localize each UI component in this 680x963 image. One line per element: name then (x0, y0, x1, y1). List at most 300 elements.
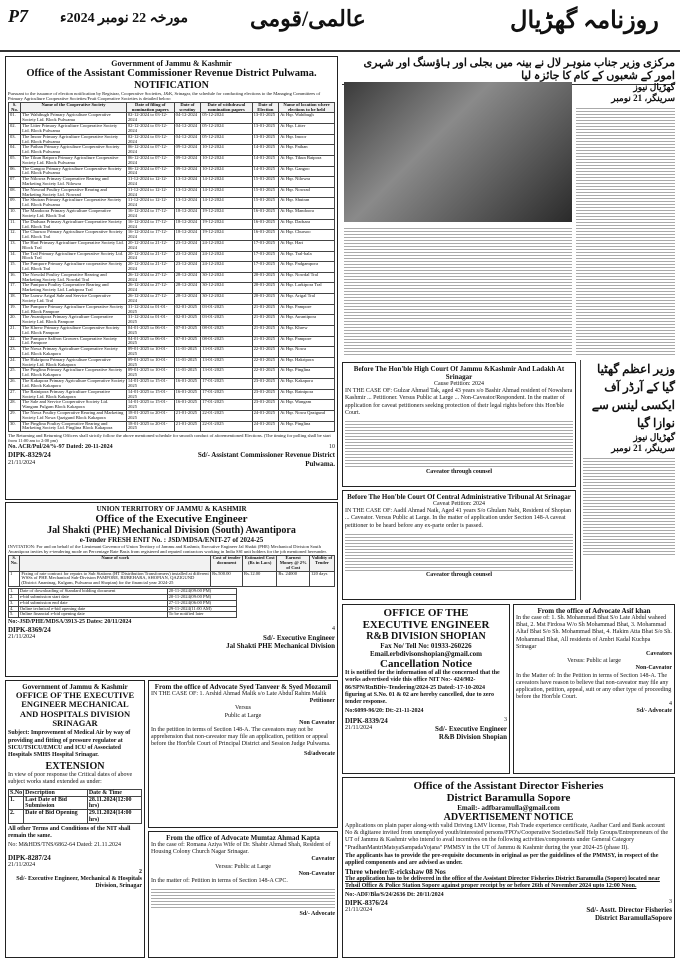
notice-body: In the Matter of: In the Petition in terms of Section 148-A. The caveators have reason to believe that non-caveator may file any application, petition, appeal, suit or any other type of proceeding before the Hon'ble Court. (516, 672, 672, 701)
extension-body: In view of poor response the Critical dates of above subject works stand extended as under: (8, 772, 133, 786)
table-cell: 05-12-2024 (201, 134, 252, 145)
table-cell: 06-12-2024 to 07-12-2024 (126, 145, 174, 156)
table-cell: The Dadsara Primary Agriculture Cooperative Society Ltd. Block Tral (21, 219, 127, 230)
table-cell: 20-01-2025 (252, 272, 279, 283)
table-cell: 10. (9, 209, 21, 220)
table-cell: The Sale and Service Cooperative Society Ltd. Wangam Pulgam Block Kakapora (21, 400, 127, 411)
table-cell: At Hqr. Tral-bala (279, 251, 335, 262)
table-row (9, 612, 237, 618)
table-cell: The Pampore Primary Agriculture Cooperative Society Ltd. Block Pampore (21, 304, 127, 315)
table-cell: 24-01-2025 (252, 421, 279, 432)
table-cell: At Hqr. Pampore (279, 304, 335, 315)
story-body-left (344, 226, 572, 356)
table-cell: 09-01-2025 to 10-01-2025 (126, 347, 174, 358)
case-parties: IN THE CASE OF: 1. Arshid Ahmad Malik s/o Late Abdul Rahim Malik (151, 691, 327, 698)
table-row (9, 145, 335, 156)
signature-line-2: R&B Division Shopian (438, 732, 507, 741)
table-cell: 14-12-2024 (201, 187, 252, 198)
table-cell: 12. (9, 230, 21, 241)
signature: Sd/- Assistant Commissioner Revenue District Pulwama. (197, 451, 335, 468)
signature: Sd/- Advocate (636, 708, 672, 715)
table-cell: 21-01-2025 (252, 304, 279, 315)
table-cell: 17-01-2025 (201, 379, 252, 390)
table-cell: 23-12-2024 (174, 262, 201, 273)
office-line-1: Office of the Assistant Director Fisheries (413, 780, 604, 792)
notice-heading: Before The Hon'ble High Court Of Jammu &Kashmir And Ladakh At Srinagar (353, 365, 565, 382)
table-cell: 21. (9, 325, 21, 336)
table-cell: The Wahibugh Primary Agriculture Cooperative Society Ltd. Block Pulwama (21, 113, 127, 124)
table-cell: 14-12-2024 (201, 177, 252, 188)
table-cell: 22-01-2025 (252, 357, 279, 368)
table-cell: Date of Bid Opening (24, 810, 88, 824)
table-cell: 10-12-2024 (201, 155, 252, 166)
signature-number: 10 (329, 444, 335, 451)
table-cell: 08. (9, 187, 21, 198)
table-cell: 08-01-2025 (201, 336, 252, 347)
email: Email.erbdivisonshopian@gmail.com (370, 650, 482, 659)
table-cell: At Hqr. Wahibugh (279, 113, 335, 124)
table-cell: 16-01-2025 (252, 230, 279, 241)
table-cell: 13-01-2025 (201, 347, 252, 358)
table-cell: 20-11-2024(09:00 PM) (167, 594, 236, 600)
tender-validity: 120 days (309, 571, 334, 586)
table-cell: 18-12-2024 (174, 219, 201, 230)
table-cell: The Chursoo Primary Agriculture Cooperative Society Ltd. Block Tral (21, 230, 127, 241)
table-cell: 06-12-2024 to 07-12-2024 (126, 155, 174, 166)
table-cell: 04. (9, 145, 21, 156)
table-cell: 06. (9, 166, 21, 177)
table-cell: The Litter Primary Agriculture Cooperative Society Ltd. Block Pulwama (21, 124, 127, 135)
fisheries-advertisement (342, 777, 675, 958)
table-cell: 20. (9, 315, 21, 326)
table-cell: The Tikun Batpora Primary Agriculture Cooperative Society Ltd. Block Pulwama (21, 155, 127, 166)
terms-note: All other Terms and Conditions of the NIT shall remain the same. (8, 826, 131, 840)
table-cell: 11-01-2025 (174, 347, 201, 358)
table-cell: 13-01-2025 (201, 368, 252, 379)
table-cell: 09-12-2024 (174, 166, 201, 177)
table-cell: 21-01-2025 (252, 336, 279, 347)
masthead (0, 0, 680, 52)
table-cell: 15-01-2025 (252, 177, 279, 188)
table-row (9, 283, 335, 294)
table-cell: The Hari Primary Agriculture Cooperative Society Ltd. Block Tral (21, 240, 127, 251)
table-cell: 20-12-2024 to 21-12-2024 (126, 240, 174, 251)
table-cell: 20-12-2024 to 21-12-2024 (126, 251, 174, 262)
column-header: Date of withdrawal nomination papers (201, 102, 252, 113)
table-cell: e-bid submission start date (18, 594, 167, 600)
table-cell: 11-12-2024 to 12-12-2024 (126, 177, 174, 188)
notice-heading: From the office of Advocate Mumtaz Ahmad Kapta (166, 834, 320, 842)
table-cell: The Mandoora Primary Agriculture Cooperative Society Ltd. Block Tral (21, 209, 127, 220)
table-cell: 16. (9, 272, 21, 283)
table-cell: 26-12-2024 to 27-12-2024 (126, 294, 174, 305)
notice-number: No:6099-96/20: Dt:-21-11-2024 (345, 708, 424, 715)
table-cell: 18-01-2025 to 20-01-2025 (126, 410, 174, 421)
table-cell: 07. (9, 177, 21, 188)
table-cell: 17-01-2025 (252, 251, 279, 262)
table-cell: 11. (9, 219, 21, 230)
table-cell: 16-01-2025 (174, 400, 201, 411)
govt-line: Government of Jammu & Kashmir (111, 59, 232, 68)
table-row (9, 187, 335, 198)
table-cell: 15-01-2025 (252, 198, 279, 209)
table-cell: 23. (9, 347, 21, 358)
table-cell: At Hqr. Pinglina (279, 421, 335, 432)
table-cell: S.No (10, 789, 23, 796)
table-cell: 10-12-2024 (201, 145, 252, 156)
table-cell: 4. (9, 606, 19, 612)
table-cell: 15. (9, 262, 21, 273)
urdu-side-story (580, 360, 675, 600)
table-cell: 23-12-2024 (174, 251, 201, 262)
story-headline: وزیر اعظم گھٹیا گیا کے آرڈر آف ایکسی لینس سے نوازا گیا (591, 362, 675, 430)
dipk-date: 21/11/2024 (345, 725, 373, 732)
notice-body: IN THE CASE OF: Aadil Ahmad Naik, Aged 41 years S/o Ghulam Nabi, Resident of Shopian ... Caveator. Versus Public at Large. In the matter of application under Section 148-A caveat petitioner to be heard before any ex-parte order is passed. (345, 508, 572, 529)
signature-line-2: District BaramullaSopore (594, 914, 672, 923)
case-parties: In the case of: 1. Sh. Mohammad Bhat S/o Late Abdul waheed Bhat, 2. Mst Firdosa W/o Sh Mohammad Bhat, 3. Mohammad Altaf Bhat S/o Sh. Mohammad Bhat, 4. Hakim Atta Bhat S/o Sh. Mohammad Bhat, All residents of Ambri Kadal Kuchpa Srinagar (516, 615, 672, 650)
table-row (9, 379, 335, 390)
urdu-top-story (342, 56, 675, 358)
table-cell: The Shutran Primary Agriculture Cooperative Society Ltd. Block Pulwama (21, 198, 127, 209)
table-cell: 09. (9, 198, 21, 209)
table-cell: At Hqr. Wangam (279, 400, 335, 411)
table-cell: 30-12-2024 (201, 283, 252, 294)
respondent-label: Public at Large (224, 712, 262, 719)
table-cell: 2. (9, 594, 19, 600)
email: Email:- adfbaramulla@gmail.com (457, 804, 560, 812)
table-cell: At Hqr. Larkipora Tral (279, 283, 335, 294)
table-cell: 15-01-2025 (252, 187, 279, 198)
table-row (9, 134, 335, 145)
table-cell: 05. (9, 155, 21, 166)
table-row (9, 357, 335, 368)
table-cell: At Hqr. Pinglina (279, 368, 335, 379)
column-header: Date of Election (252, 102, 279, 113)
office-line-3: AND HOSPITALS DIVISION (19, 708, 131, 719)
table-cell: 09-12-2024 (174, 145, 201, 156)
table-cell: At Hqr. Mandoora (279, 209, 335, 220)
table-cell: 28-12-2024 (174, 272, 201, 283)
table-cell: The Nowrad Poultry Cooperative Rearing and Marketing Society Ltd. Nowrad (21, 187, 127, 198)
signature: Sd/- Executive Engineer, Mechanical & Hospitals Division, Srinagar (16, 876, 142, 890)
signature: Sd/advocate (303, 750, 335, 757)
table-cell: At Hqr. Shutran (279, 198, 335, 209)
city-date: سرینگر، 21 نومبر (611, 93, 675, 103)
column-header: Estimated Cost (Rs in Lacs) (243, 556, 277, 571)
pulwama-notification (5, 56, 338, 500)
table-cell: At Hqr. Hari (279, 240, 335, 251)
office-line-3: R&B DIVISION SHOPIAN (366, 631, 486, 643)
table-cell: At Hqr. Nowa Qazigund (279, 410, 335, 421)
table-cell: 01. (9, 113, 21, 124)
table-cell: 28.11.2024(12:00 hrs) (87, 796, 141, 810)
table-row (9, 294, 335, 305)
signature-line-1: Sd/- Asstt. Director Fisheries (586, 905, 672, 914)
highcourt-caveat (342, 362, 576, 487)
table-cell: 20-12-2024 to 21-12-2024 (126, 262, 174, 273)
dipk-number: DIPK-8287/24 (8, 853, 51, 862)
component-item: Three wheeler/E-rickshaw 08 Nos (345, 868, 446, 877)
table-cell: Online financial e-bid opening date (18, 612, 167, 618)
story-photo (344, 82, 572, 222)
tender-table: S. No. Name of work Cost of tender document Estimated Cost (Rs in Lacs) Earnest Money @ 2% of Cost Validity of Tender 1 Fixing of rate contract for repairs to Sub Stations (HT Distribution Transformers) installed at different WSSs of PHE Mechanical Sub-Division PAMPORE, BIJBEHARA, SHOPIAN, QAZIGUND (District Anantnag, Kulgam, Pulwama and Shopian) for the financial year 2024-25 Rs.500.00 Rs.12.00 Rs. 24000 120 days (8, 555, 335, 587)
table-cell: The Pinglina Primary Agriculture Cooperative Society Ltd. Block Kakapora (21, 368, 127, 379)
non-caveator-label: Non-Caveator (635, 665, 672, 672)
table-cell: 14-12-2024 (201, 198, 252, 209)
table-cell: The Pampore Saffron Growers Cooperative Society Ltd. Pampore (21, 336, 127, 347)
table-cell: 22. (9, 336, 21, 347)
office-title: Office of the Assistant Commissioner Revenue District Pulwama. (26, 68, 317, 80)
table-cell: At Hqr. Nowdal Tral (279, 272, 335, 283)
table-cell: 10-12-2024 (201, 166, 252, 177)
body-text-placeholder (345, 532, 573, 572)
table-cell: 16-12-2024 to 17-12-2024 (126, 230, 174, 241)
signature-number: 3 (669, 898, 672, 905)
table-cell: At Hqr. Nowrad (279, 187, 335, 198)
table-cell: 29. (9, 410, 21, 421)
caveat-notice-asif-khan (513, 604, 675, 774)
case-parties: In the case of: Romana Aziya Wife of Dr. Shabir Ahmad Shah, Resident of Housing Colony Church Nagar Srinagar. (151, 842, 331, 856)
table-cell: 11-12-2024 to 12-12-2024 (126, 198, 174, 209)
extension-heading: EXTENSION (45, 761, 105, 773)
table-cell: 27. (9, 389, 21, 400)
signature-number: 4 (332, 626, 335, 633)
table-row (9, 155, 335, 166)
table-cell: 17-01-2025 (252, 240, 279, 251)
table-row (9, 368, 335, 379)
table-cell: 30-12-2024 (201, 272, 252, 283)
table-row (9, 219, 335, 230)
table-cell: 14-01-2025 to 15-01-2025 (126, 389, 174, 400)
table-cell: 21-01-2025 (174, 410, 201, 421)
body-text-placeholder (151, 887, 335, 909)
table-row (9, 315, 335, 326)
table-cell: 17. (9, 283, 21, 294)
column-header: Date of filing of nomination papers (126, 102, 174, 113)
table-cell: 13-12-2024 (174, 187, 201, 198)
table-cell: 21-01-2025 (252, 325, 279, 336)
table-row (9, 113, 335, 124)
table-cell: 11-01-2025 (174, 368, 201, 379)
table-cell: 03-01-2025 (201, 304, 252, 315)
notification-heading: NOTIFICATION (134, 79, 209, 91)
case-number: Caveat Petition: 2024 (433, 501, 485, 508)
fax-number: Fax No/ Tell No: 01933-260226 (380, 642, 472, 651)
table-row (9, 240, 335, 251)
case-number: Cause Petition: 2024 (434, 381, 484, 388)
table-row (9, 400, 335, 411)
advertisement-heading: ADVERTISEMENT NOTICE (443, 812, 574, 824)
dipk-number: DIPK-8339/24 (345, 717, 388, 726)
table-row (9, 209, 335, 220)
table-cell: 13-01-2025 (252, 124, 279, 135)
petitioner-label: Petitioner (309, 698, 335, 705)
table-cell: Description (24, 789, 88, 796)
table-cell: 06-12-2024 to 07-12-2024 (126, 166, 174, 177)
signature-line-1: Sd/- Executive Engineer (435, 724, 507, 733)
versus-label: Versus: Public at Large (215, 863, 271, 870)
table-cell: The Nowa Poultry Cooperative Rearing and Marketing Society Ltd Nowa Qazigund Block Kakapora (21, 410, 127, 421)
table-cell: 18-12-2024 (174, 230, 201, 241)
table-cell: 02-12-2024 to 03-12-2024 (126, 124, 174, 135)
issue-date: مورخہ 22 نومبر 2024ء (60, 11, 189, 26)
signature: Sd/- Advocate (299, 911, 335, 918)
table-cell: 28-12-2024 (174, 294, 201, 305)
table-cell: 24. (9, 357, 21, 368)
column-header: S. No. (9, 556, 20, 571)
table-cell: 03. (9, 134, 21, 145)
table-cell: 02. (9, 124, 21, 135)
table-cell: 20-01-2025 (252, 283, 279, 294)
table-cell: 04-01-2025 to 06-01-2025 (126, 336, 174, 347)
table-cell: Date of downloading of Standard bidding document (18, 589, 167, 595)
table-row (9, 230, 335, 241)
office-line-4: SRINAGAR (52, 718, 98, 729)
table-cell: 04-01-2025 to 06-01-2025 (126, 325, 174, 336)
table-cell: 02-12-2024 to 03-12-2024 (126, 134, 174, 145)
table-cell: At Hqr. Arigal Tral (279, 294, 335, 305)
story-body-column (576, 106, 675, 356)
table-cell: 22-01-2025 (201, 421, 252, 432)
work-description: Fixing of rate contract for repairs to Sub Stations (HT Distribution Transformers) installed at different WSSs of PHE Mechanical Sub-Division PAMPORE, BIJBEHARA, SHOPIAN, QAZIGUND (District Anantnag, Kulgam, Pulwama and Shopian) for the financial year 2024-25 (21, 570, 209, 586)
table-cell: 18-01-2025 to 20-01-2025 (126, 421, 174, 432)
table-cell: 04-12-2024 (174, 134, 201, 145)
table-cell: 26-12-2024 to 27-12-2024 (126, 283, 174, 294)
estimated-cost: Rs.12.00 (243, 571, 277, 586)
notice-number: No:-ADF/Bla/S/24/2636 Dt: 20/11/2024 (345, 891, 444, 898)
table-cell: 16-12-2024 to 17-12-2024 (126, 219, 174, 230)
table-cell: 14-01-2025 to 15-01-2025 (126, 400, 174, 411)
table-cell: 11-12-2024 to 12-12-2024 (126, 187, 174, 198)
versus-label: Versus (235, 705, 251, 712)
table-cell: 05-12-2024 (201, 113, 252, 124)
table-cell: 14-01-2025 (252, 145, 279, 156)
dipk-date: 21/11/2024 (8, 861, 36, 868)
table-cell: 22-01-2025 (252, 368, 279, 379)
table-cell: 1. (9, 796, 24, 810)
table-cell: At Hqr. Gangoo (279, 166, 335, 177)
deadline-note: The application has to be delivered in the office of the Assistant Director Fisheries District Baramulla (Sopore) located near Tehsil Office & Police Station Sopore against proper receipt by or before 26th of November 2024 upto 12:00 Noon. (345, 876, 660, 890)
table-cell: e-bid submission end date (18, 600, 167, 606)
versus-label: Versus: Public at large (567, 658, 621, 665)
advertisement-body: Applications on plain paper along-with valid Driving LMV license, Fish Trade experience certificate, Aadhar Card and Bank account No & digitaree invited from unemployed youth/interested persons/FPO's/Cooperative Societies/Self Help Groups/Entrepreneurs of the UT of Jammu & Kashmir who intend to avail incentives on the following activities/components under General Category "PradhanMantriMatsyaSampadaYojana" PMMSY in the UT of Jammu & Kashmir during the year 2024-25 (phase II). (345, 823, 669, 851)
caveat-notice-tanveer (148, 680, 338, 828)
dipk-number: DIPK-8369/24 (8, 626, 51, 635)
table-cell: 02-01-2025 (174, 315, 201, 326)
table-cell: 2. (9, 810, 24, 824)
table-row (9, 410, 335, 421)
table-cell: 13-01-2025 (201, 357, 252, 368)
table-cell: At Hqr. Kakapora (279, 379, 335, 390)
table-cell: 09-01-2025 to 10-01-2025 (126, 368, 174, 379)
table-cell: 09-01-2025 to 10-01-2025 (126, 357, 174, 368)
table-cell: 19-12-2024 (201, 230, 252, 241)
table-row (9, 347, 335, 358)
table-cell: 13-12-2024 (174, 198, 201, 209)
notice-body: IN THE CASE OF: Gulzar Ahmad Tak, aged 43 years s/o Bashir Ahmad resident of Nowshera Kashmir ... Petitioner. Versus Public at Large ... Non-Caveator/Respondent. In the matter of application for caveat petitioners seeking protection of their legal rights before this Hon'ble Court. (345, 388, 573, 416)
extension-dates-table (8, 789, 142, 824)
story-body (583, 456, 675, 556)
table-cell: 19-12-2024 (201, 219, 252, 230)
table-cell: 23-01-2025 (252, 379, 279, 390)
notice-heading: From the office of Advocate Asif khan (537, 607, 651, 615)
office-line-2: District Baramulla Sopore (446, 792, 571, 804)
table-cell: 02-01-2025 (174, 304, 201, 315)
table-cell: 29.11.2024(14:00 hrs) (87, 810, 141, 824)
dipk-date: 21/11/2024 (345, 906, 373, 913)
table-cell: Last Date of Bid Submission (24, 796, 88, 810)
caveators-label: Caveators (646, 650, 672, 657)
table-row (9, 304, 335, 315)
table-cell: 09-12-2024 (174, 155, 201, 166)
table-cell: 13-01-2025 (252, 134, 279, 145)
table-cell: 13. (9, 240, 21, 251)
column-header: Name of the Cooperative Society (21, 102, 127, 113)
table-cell: At Hqr. Padgampora (279, 262, 335, 273)
tender-body: INVITATION: For and on behalf of the Lieutenant Governor of Union Territory of Jammu and Kashmir, Executive Engineer Jal Shakti (PHE) Mechanical Division South Awantipora invites by e-tendering mode on Percentage Rate Basis from registered and reputed contractors working in India SSI unit holders for the job mentioned hereunder. (8, 544, 327, 555)
table-cell: 13-12-2024 (174, 177, 201, 188)
table-cell: 20-11-2024(09:00 PM) (167, 589, 236, 595)
cancellation-heading: Cancellation Notice (380, 658, 472, 671)
table-cell: 21-01-2025 (252, 315, 279, 326)
signature: Caveator through counsel (425, 571, 493, 578)
table-cell: 24-12-2024 (201, 251, 252, 262)
table-cell: 27-11-2024(06:00 PM) (167, 600, 236, 606)
table-row (9, 177, 335, 188)
table-cell: 22-01-2025 (252, 347, 279, 358)
tender-dates-table (8, 588, 237, 618)
table-cell: At Hqr. Nowa (279, 347, 335, 358)
ut-line: UNION TERRITORY OF JAMMU & KASHMIR (96, 505, 247, 513)
page-number: P7 (8, 6, 28, 26)
signature-number: 4 (669, 701, 672, 708)
table-row (9, 810, 142, 824)
table-cell: The Pinglina Poultry Cooperative Rearing and Marketing Society Ltd. Pinglina Block Kakapora (21, 421, 127, 432)
table-cell: The Khrew Primary Agriculture Cooperative Society Ltd. Block Pampore (21, 325, 127, 336)
table-cell: The Nowdal Poultry Cooperative Rearing and Marketing Society Ltd. Nowdal Tral (21, 272, 127, 283)
table-cell: 26. (9, 379, 21, 390)
table-row (9, 389, 335, 400)
table-row (9, 124, 335, 135)
table-cell: At Hqr. Pampore (279, 336, 335, 347)
dipk-number: DIPK-8376/24 (345, 898, 388, 907)
table-cell: At Hqr. Dadsara (279, 219, 335, 230)
notification-intro: Pursuant to the issuance of election notification by Registrar, Cooperative Societies, J&K, Srinagar, the schedule for conducting elections to the Managing Committees of Primary Agriculture Cooperative Societies/Fruit Cooperative Societies is detailed below: (8, 90, 321, 101)
table-cell: 5. (9, 612, 19, 618)
table-cell: The Tral Primary Agriculture Cooperative Society Ltd. Block Tral (21, 251, 127, 262)
table-cell: To be notified later (167, 612, 236, 618)
signature-line-2: Jal Shakti PHE Mechanical Division (226, 641, 335, 650)
body-text-placeholder (345, 419, 573, 469)
election-schedule-table (8, 102, 335, 432)
table-cell: At Hqr. Chursoo (279, 230, 335, 241)
cat-caveat (342, 490, 576, 600)
signature-line-1: Sd/- Executive Engineer (263, 633, 335, 642)
table-cell: 29-11-2024(11:00 AM) (167, 606, 236, 612)
table-cell: The Pampore Primary Agriculture cooperative Society Ltd. Block Tral (21, 262, 127, 273)
notice-number: No: M&HDS/TNS/6862-64 Dated: 21.11.2024 (8, 842, 121, 849)
column-header: Date of scrutiny (174, 102, 201, 113)
dateline: گھڑیال نیوز (633, 82, 675, 92)
table-cell: At Hqr. Hakripora (279, 357, 335, 368)
subject-line: Subject: Improvement of Medical Air by way of providing and fitting of pressure regulator at SICU/TSICU/EMCU and ICU of Associated Hospitals SMHS Hospital Srinagar. (8, 730, 131, 758)
signature-number: 2 (139, 868, 142, 875)
table-row (9, 272, 335, 283)
table-cell: Online technical e-bid opening date (18, 606, 167, 612)
table-cell: 20-01-2025 (252, 294, 279, 305)
dipk-date: 21/11/2024 (8, 459, 36, 466)
table-cell: 24-01-2025 (252, 410, 279, 421)
